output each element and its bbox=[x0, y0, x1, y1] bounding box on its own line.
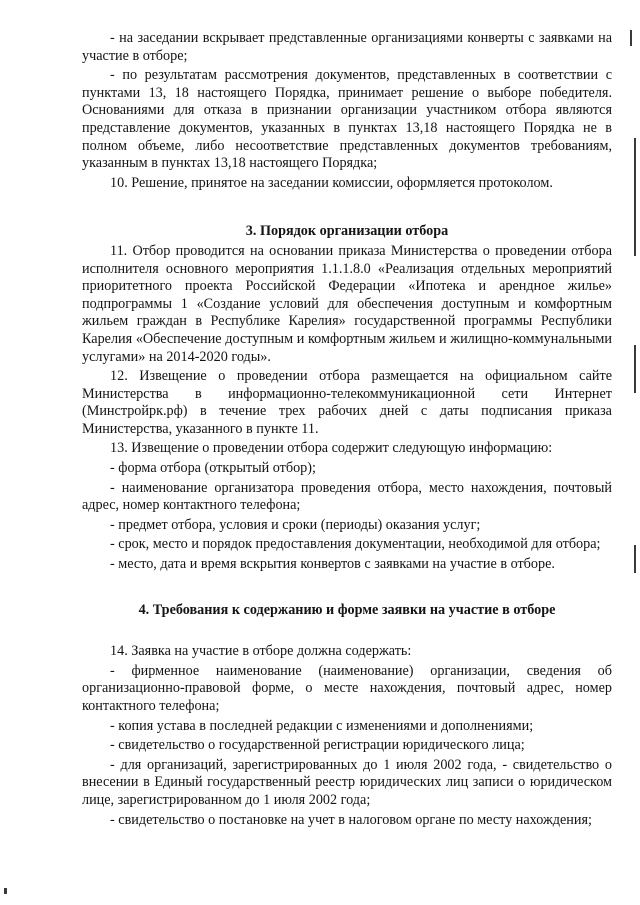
paragraph-open-envelopes: - на заседании вскрывает представленные организациями конверты с заявками на участие в отборе; bbox=[82, 30, 612, 64]
scan-edge-mark-top bbox=[630, 30, 632, 46]
paragraph-10: 10. Решение, принятое на заседании комиссии, оформляется протоколом. bbox=[110, 174, 553, 191]
list-item: - копия устава в последней редакции с изменениями и дополнениями; bbox=[110, 717, 534, 734]
list-item: - срок, место и порядок предоставления документации, необходимой для отбора; bbox=[110, 536, 601, 553]
section-3-heading: 3. Порядок организации отбора bbox=[245, 223, 449, 240]
paragraph-12: 12. Извещение о проведении отбора размещается на официальном сайте Министерства в информационно-телекоммуникационной сети Интернет (Минстройрк.рф) в течение трех рабочих дней с даты подписания приказа Министерства, указанного в пункте 11. bbox=[82, 368, 612, 437]
scan-edge-mark-right-2 bbox=[634, 345, 636, 393]
paragraph-14: 14. Заявка на участие в отборе должна содержать: bbox=[110, 643, 412, 660]
list-item: - свидетельство о государственной регистрации юридического лица; bbox=[110, 737, 525, 754]
paragraph-13: 13. Извещение о проведении отбора содержит следующую информацию: bbox=[110, 440, 553, 457]
list-item: - для организаций, зарегистрированных до 1 июля 2002 года, - свидетельство о внесении в Единый государственный реестр юридических лиц записи о юридическом лице, зарегистрированном до 1 июля 2002 года; bbox=[82, 756, 612, 808]
scan-edge-mark-right-1 bbox=[634, 138, 636, 256]
scan-edge-mark-right-3 bbox=[634, 545, 636, 573]
list-item: - наименование организатора проведения отбора, место нахождения, почтовый адрес, номер контактного телефона; bbox=[82, 479, 612, 514]
list-item: - свидетельство о постановке на учет в налоговом органе по месту нахождения; bbox=[110, 811, 592, 828]
list-item: - форма отбора (открытый отбор); bbox=[110, 460, 316, 477]
list-item: - предмет отбора, условия и сроки (периоды) оказания услуг; bbox=[110, 516, 481, 533]
scan-edge-mark-bottom bbox=[4, 888, 7, 894]
paragraph-11: 11. Отбор проводится на основании приказа Министерства о проведении отбора исполнителя основного мероприятия 1.1.1.8.0 «Реализация отдельных мероприятий приоритетного проекта Российской Федерации «Ипотека и арендное жилье» подпрограммы 1 «Создание условий для обеспечения доступным и комфортным жильем граждан в Республике Карелия» государственной программы Республики Карелия «Обеспечение доступным и комфортным жильем и жилищно-коммунальными услугами» на 2014-2020 годы». bbox=[82, 242, 612, 365]
list-item: - фирменное наименование (наименование) организации, сведения об организационно-правовой форме, о месте нахождения, почтовый адрес, номер контактного телефона; bbox=[82, 662, 612, 714]
section-4-heading: 4. Требования к содержанию и форме заявки на участие в отборе bbox=[138, 601, 556, 618]
document-body bbox=[82, 30, 612, 829]
list-item: - место, дата и время вскрытия конвертов с заявками на участие в отборе. bbox=[110, 556, 555, 573]
paragraph-decision-winner: - по результатам рассмотрения документов, представленных в соответствии с пунктами 13, 18 настоящего Порядка, принимает решение о выборе победителя. Основаниями для отказа в признании организации участником отбора являются представление документов, указанных в пунктах 13,18 настоящего Порядка не в полном объеме, либо несоответствие представленных документов требованиям, указанным в пунктах 13,18 настоящего Порядка; bbox=[82, 67, 612, 172]
